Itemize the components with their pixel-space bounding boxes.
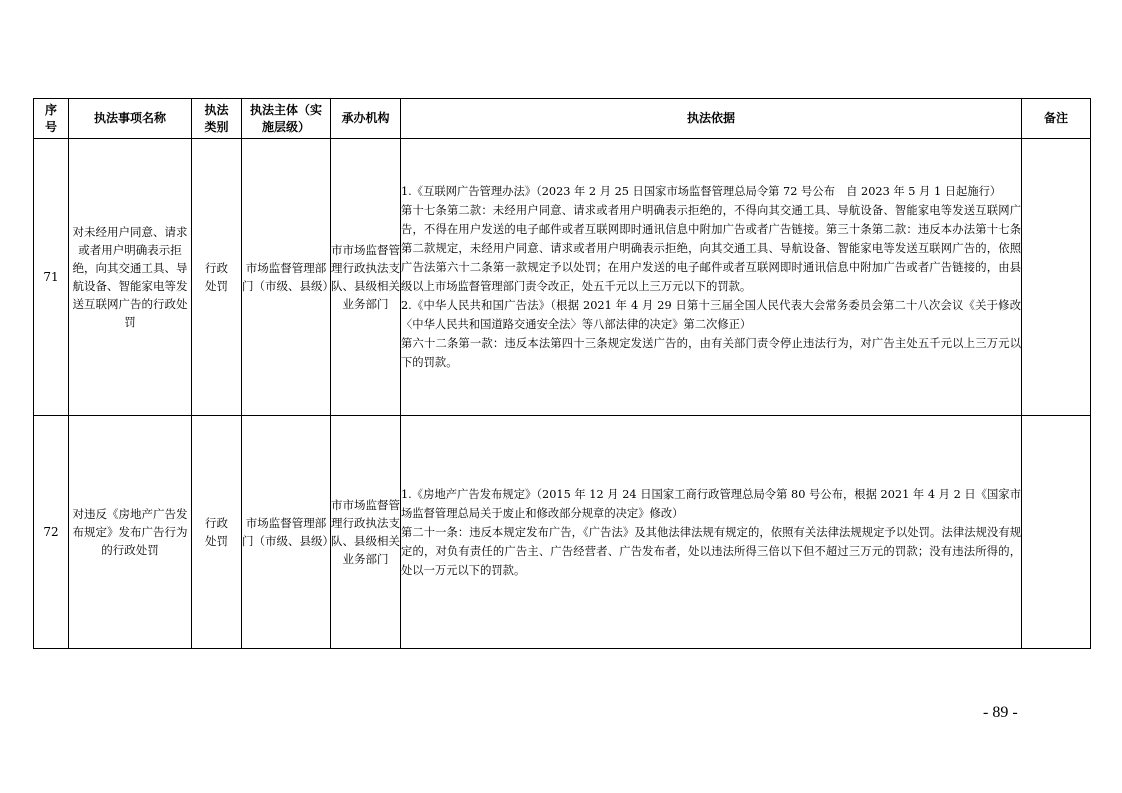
- table-row: [34, 416, 1091, 649]
- row-item-name: 对未经用户同意、请求或者用户明确表示拒绝，向其交通工具、导航设备、智能家电等发送互联网广告的行政处罚: [69, 139, 192, 416]
- header-seq: 序号: [34, 99, 69, 139]
- basis-paragraph: 第二十一条：违反本规定发布广告，《广告法》及其他法律法规有规定的，依照有关法律法规规定予以处罚。法律法规没有规定的，对负有责任的广告主、广告经营者、广告发布者，处以违法所得三倍以下但不超过三万元的罚款；没有违法所得的，处以一万元以下的罚款。: [401, 525, 1021, 577]
- header-category: 执法类别: [192, 99, 242, 139]
- row-item-name: 对违反《房地产广告发布规定》发布广告行为的行政处罚: [69, 416, 192, 649]
- header-remark: 备注: [1022, 99, 1091, 139]
- row-seq: 72: [34, 416, 69, 649]
- table-header-row: [34, 99, 1091, 139]
- basis-paragraph: 第十七条第二款：未经用户同意、请求或者用户明确表示拒绝的，不得向其交通工具、导航设备、智能家电等发送互联网广告，不得在用户发送的电子邮件或者互联网即时通讯信息中附加广告或者广告链接。第三十条第二款：违反本办法第十七条第二款规定，未经用户同意、请求或者用户明确表示拒绝，向其交通工具、导航设备、智能家电等发送互联网广告的，依照广告法第六十二条第一款规定予以处罚；在用户发送的电子邮件或者互联网即时通讯信息中附加广告或者广告链接的，由县级以上市场监督管理部门责令改正，处五千元以上三万元以下的罚款。: [401, 204, 1021, 293]
- enforcement-items-table: [33, 98, 1091, 649]
- basis-paragraph: 第六十二条第一款：违反本法第四十三条规定发送广告的，由有关部门责令停止违法行为，对广告主处五千元以上三万元以下的罚款。: [401, 337, 1021, 369]
- basis-paragraph: 1.《房地产广告发布规定》（2015 年 12 月 24 日国家工商行政管理总局令第 80 号公布，根据 2021 年 4 月 2 日《国家市场监督管理总局关于废止和修改部分规章的决定》修改）: [401, 487, 1021, 520]
- row-agency: 市市场监督管理行政执法支队、县级相关业务部门: [331, 416, 401, 649]
- row-remark: [1022, 139, 1091, 416]
- row-subject: 市场监督管理部门（市级、县级）: [242, 139, 331, 416]
- header-agency: 承办机构: [331, 99, 401, 139]
- row-subject: 市场监督管理部门（市级、县级）: [242, 416, 331, 649]
- basis-paragraph: 1.《互联网广告管理办法》（2023 年 2 月 25 日国家市场监督管理总局令第 72 号公布 自 2023 年 5 月 1 日起施行）: [401, 185, 1002, 198]
- page-number: - 89 -: [983, 704, 1018, 721]
- header-basis: 执法依据: [401, 99, 1022, 139]
- row-category: 行政处罚: [192, 139, 242, 416]
- row-seq: 71: [34, 139, 69, 416]
- row-remark: [1022, 416, 1091, 649]
- table-row: [34, 139, 1091, 416]
- basis-paragraph: 2.《中华人民共和国广告法》（根据 2021 年 4 月 29 日第十三届全国人民代表大会常务委员会第二十八次会议《关于修改〈中华人民共和国道路交通安全法〉等八部法律的决定》第二次修正）: [401, 299, 1021, 331]
- row-basis: [401, 416, 1022, 649]
- header-subject: 执法主体（实施层级）: [242, 99, 331, 139]
- row-agency: 市市场监督管理行政执法支队、县级相关业务部门: [331, 139, 401, 416]
- row-basis: [401, 139, 1022, 416]
- header-item-name: 执法事项名称: [69, 99, 192, 139]
- row-category: 行政处罚: [192, 416, 242, 649]
